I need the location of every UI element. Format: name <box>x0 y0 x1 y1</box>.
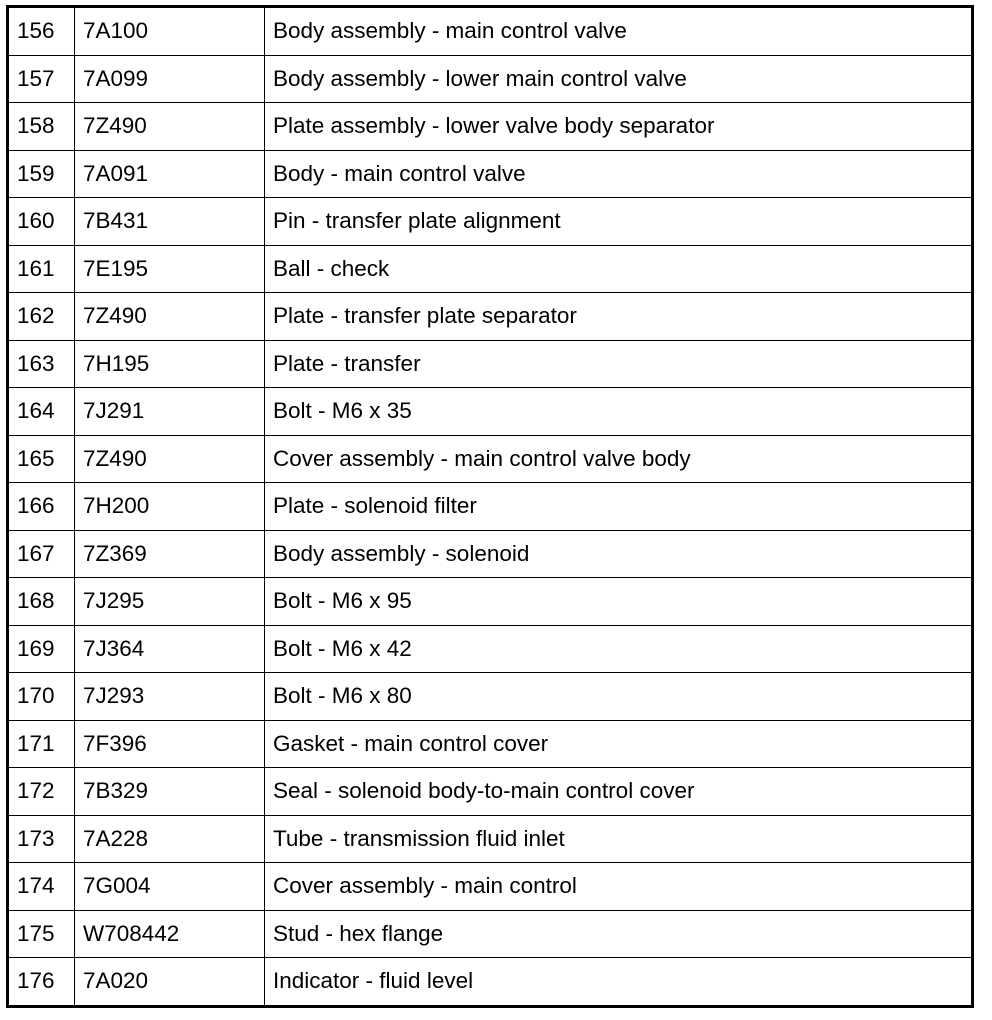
part-number-cell: 7Z369 <box>75 530 265 578</box>
description-cell: Bolt - M6 x 42 <box>265 625 973 673</box>
item-number-cell: 169 <box>8 625 75 673</box>
part-number-cell: 7B431 <box>75 198 265 246</box>
description-cell: Bolt - M6 x 80 <box>265 673 973 721</box>
description-cell: Stud - hex flange <box>265 910 973 958</box>
table-row <box>8 958 973 1007</box>
description-cell: Body assembly - solenoid <box>265 530 973 578</box>
item-number-cell: 162 <box>8 293 75 341</box>
table-row <box>8 150 973 198</box>
item-number-cell: 160 <box>8 198 75 246</box>
table-row <box>8 435 973 483</box>
description-cell: Cover assembly - main control valve body <box>265 435 973 483</box>
part-number-cell: 7J364 <box>75 625 265 673</box>
item-number-cell: 161 <box>8 245 75 293</box>
description-cell: Body - main control valve <box>265 150 973 198</box>
item-number-cell: 171 <box>8 720 75 768</box>
item-number-cell: 164 <box>8 388 75 436</box>
part-number-cell: 7A100 <box>75 7 265 56</box>
part-number-cell: 7G004 <box>75 863 265 911</box>
part-number-cell: 7F396 <box>75 720 265 768</box>
part-number-cell: 7A228 <box>75 815 265 863</box>
table-row <box>8 245 973 293</box>
item-number-cell: 166 <box>8 483 75 531</box>
part-number-cell: W708442 <box>75 910 265 958</box>
part-number-cell: 7E195 <box>75 245 265 293</box>
item-number-cell: 158 <box>8 103 75 151</box>
description-cell: Bolt - M6 x 95 <box>265 578 973 626</box>
item-number-cell: 174 <box>8 863 75 911</box>
table-row <box>8 720 973 768</box>
table-row <box>8 7 973 56</box>
item-number-cell: 168 <box>8 578 75 626</box>
table-row <box>8 910 973 958</box>
part-number-cell: 7A099 <box>75 55 265 103</box>
item-number-cell: 156 <box>8 7 75 56</box>
table-row <box>8 673 973 721</box>
table-row <box>8 815 973 863</box>
description-cell: Tube - transmission fluid inlet <box>265 815 973 863</box>
description-cell: Body assembly - lower main control valve <box>265 55 973 103</box>
part-number-cell: 7Z490 <box>75 103 265 151</box>
table-row <box>8 293 973 341</box>
table-row <box>8 578 973 626</box>
table-row <box>8 198 973 246</box>
part-number-cell: 7H195 <box>75 340 265 388</box>
item-number-cell: 167 <box>8 530 75 578</box>
description-cell: Plate - transfer plate separator <box>265 293 973 341</box>
part-number-cell: 7J295 <box>75 578 265 626</box>
part-number-cell: 7A091 <box>75 150 265 198</box>
item-number-cell: 172 <box>8 768 75 816</box>
table-row <box>8 863 973 911</box>
table-row <box>8 625 973 673</box>
description-cell: Ball - check <box>265 245 973 293</box>
part-number-cell: 7J291 <box>75 388 265 436</box>
parts-table-body <box>8 7 973 1007</box>
parts-table <box>6 5 974 1008</box>
table-row <box>8 530 973 578</box>
part-number-cell: 7A020 <box>75 958 265 1007</box>
description-cell: Plate - transfer <box>265 340 973 388</box>
description-cell: Indicator - fluid level <box>265 958 973 1007</box>
table-row <box>8 388 973 436</box>
item-number-cell: 173 <box>8 815 75 863</box>
item-number-cell: 165 <box>8 435 75 483</box>
item-number-cell: 175 <box>8 910 75 958</box>
table-row <box>8 103 973 151</box>
item-number-cell: 157 <box>8 55 75 103</box>
description-cell: Pin - transfer plate alignment <box>265 198 973 246</box>
part-number-cell: 7J293 <box>75 673 265 721</box>
description-cell: Cover assembly - main control <box>265 863 973 911</box>
table-row <box>8 483 973 531</box>
table-row <box>8 768 973 816</box>
item-number-cell: 170 <box>8 673 75 721</box>
part-number-cell: 7Z490 <box>75 435 265 483</box>
description-cell: Gasket - main control cover <box>265 720 973 768</box>
part-number-cell: 7Z490 <box>75 293 265 341</box>
table-row <box>8 340 973 388</box>
part-number-cell: 7H200 <box>75 483 265 531</box>
description-cell: Seal - solenoid body-to-main control cover <box>265 768 973 816</box>
item-number-cell: 163 <box>8 340 75 388</box>
description-cell: Body assembly - main control valve <box>265 7 973 56</box>
item-number-cell: 159 <box>8 150 75 198</box>
item-number-cell: 176 <box>8 958 75 1007</box>
description-cell: Plate assembly - lower valve body separator <box>265 103 973 151</box>
part-number-cell: 7B329 <box>75 768 265 816</box>
description-cell: Plate - solenoid filter <box>265 483 973 531</box>
description-cell: Bolt - M6 x 35 <box>265 388 973 436</box>
table-row <box>8 55 973 103</box>
